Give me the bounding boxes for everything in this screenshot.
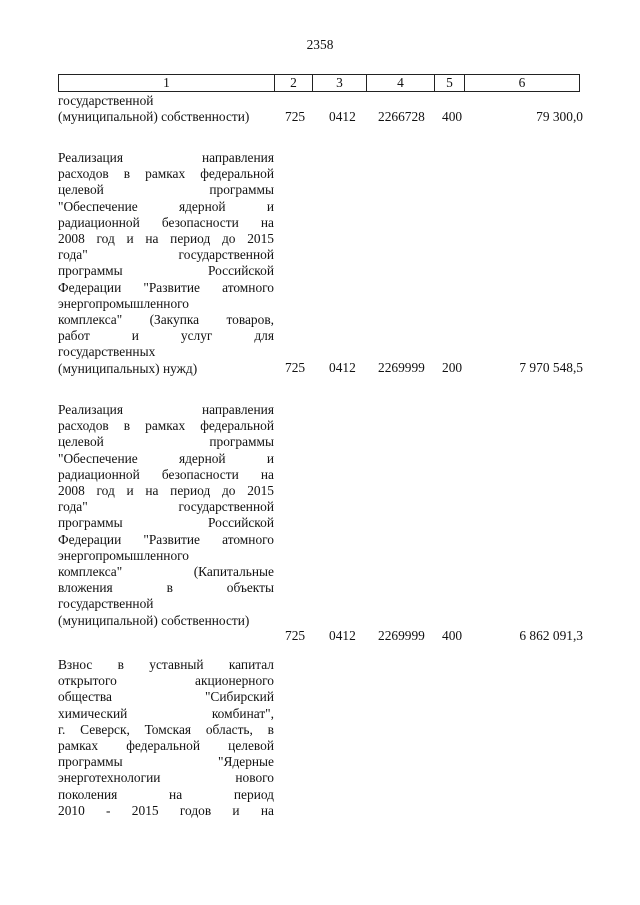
description-line: расходов в рамках федеральной: [58, 418, 274, 434]
description-line: радиационной безопасности на: [58, 214, 274, 230]
table-row-description: [58, 402, 274, 629]
description-line: Федерации "Развитие атомного: [58, 279, 274, 295]
description-line: комплекса" (Закупка товаров,: [58, 312, 274, 328]
cell-amount: 6 862 091,3: [519, 628, 583, 643]
description-line: радиационной безопасности на: [58, 466, 274, 482]
cell-ministry-code: 725: [285, 360, 306, 375]
description-line: целевой программы: [58, 434, 274, 450]
description-line: 2010 - 2015 годов и на: [58, 802, 274, 818]
description-line: рамках федеральной целевой: [58, 738, 274, 754]
table-row-description: [58, 657, 274, 819]
cell-ministry-code: 725: [285, 109, 306, 124]
table-row-description: [58, 150, 274, 377]
description-line: (муниципальной) собственности): [58, 612, 250, 628]
header-col-3: 3: [313, 75, 367, 91]
description-line: энерготехнологии нового: [58, 770, 274, 786]
description-line: программы Российской: [58, 515, 274, 531]
description-line: "Обеспечение ядерной и: [58, 450, 274, 466]
page-number: 2358: [306, 37, 334, 52]
table-row-description: [58, 93, 274, 125]
cell-ministry-code: 725: [285, 628, 306, 643]
description-line: химический комбинат",: [58, 705, 274, 721]
description-line: энергопромышленного: [58, 547, 189, 563]
cell-expense-type: 400: [442, 109, 463, 124]
cell-target-code: 2269999: [378, 360, 425, 375]
description-line: года" государственной: [58, 247, 274, 263]
cell-amount: 7 970 548,5: [519, 360, 583, 375]
description-line: Взнос в уставный капитал: [58, 657, 274, 672]
description-line: государственной: [58, 596, 154, 612]
header-col-1: 1: [59, 75, 275, 91]
description-line: 2008 год и на период до 2015: [58, 231, 274, 247]
cell-expense-type: 200: [442, 360, 463, 375]
cell-section-code: 0412: [329, 109, 356, 124]
description-line: "Обеспечение ядерной и: [58, 198, 274, 214]
description-line: поколения на период: [58, 786, 274, 802]
description-line: целевой программы: [58, 182, 274, 198]
description-line: открытого акционерного: [58, 673, 274, 689]
cell-section-code: 0412: [329, 360, 356, 375]
cell-expense-type: 400: [442, 628, 463, 643]
cell-section-code: 0412: [329, 628, 356, 643]
description-line: Федерации "Развитие атомного: [58, 531, 274, 547]
description-line: программы "Ядерные: [58, 754, 274, 770]
header-col-5: 5: [435, 75, 465, 91]
description-line: (муниципальных) нужд): [58, 360, 198, 376]
header-col-4: 4: [367, 75, 435, 91]
description-line: государственных: [58, 344, 156, 360]
description-line: г. Северск, Томская область, в: [58, 721, 274, 737]
description-line: работ и услуг для: [58, 328, 274, 344]
cell-target-code: 2266728: [378, 109, 425, 124]
description-line: расходов в рамках федеральной: [58, 166, 274, 182]
description-line: (муниципальной) собственности): [58, 109, 250, 125]
description-line: общества "Сибирский: [58, 689, 274, 705]
description-line: вложения в объекты: [58, 580, 274, 596]
header-col-6: 6: [518, 75, 526, 90]
header-col-2: 2: [275, 75, 313, 91]
cell-amount: 79 300,0: [536, 109, 583, 124]
table-header: [58, 74, 580, 92]
description-line: государственной: [58, 93, 154, 108]
description-line: 2008 год и на период до 2015: [58, 483, 274, 499]
description-line: Реализация направления: [58, 402, 274, 417]
description-line: года" государственной: [58, 499, 274, 515]
description-line: комплекса" (Капитальные: [58, 564, 274, 580]
description-line: Реализация направления: [58, 150, 274, 165]
description-line: программы Российской: [58, 263, 274, 279]
cell-target-code: 2269999: [378, 628, 425, 643]
description-line: энергопромышленного: [58, 295, 189, 311]
